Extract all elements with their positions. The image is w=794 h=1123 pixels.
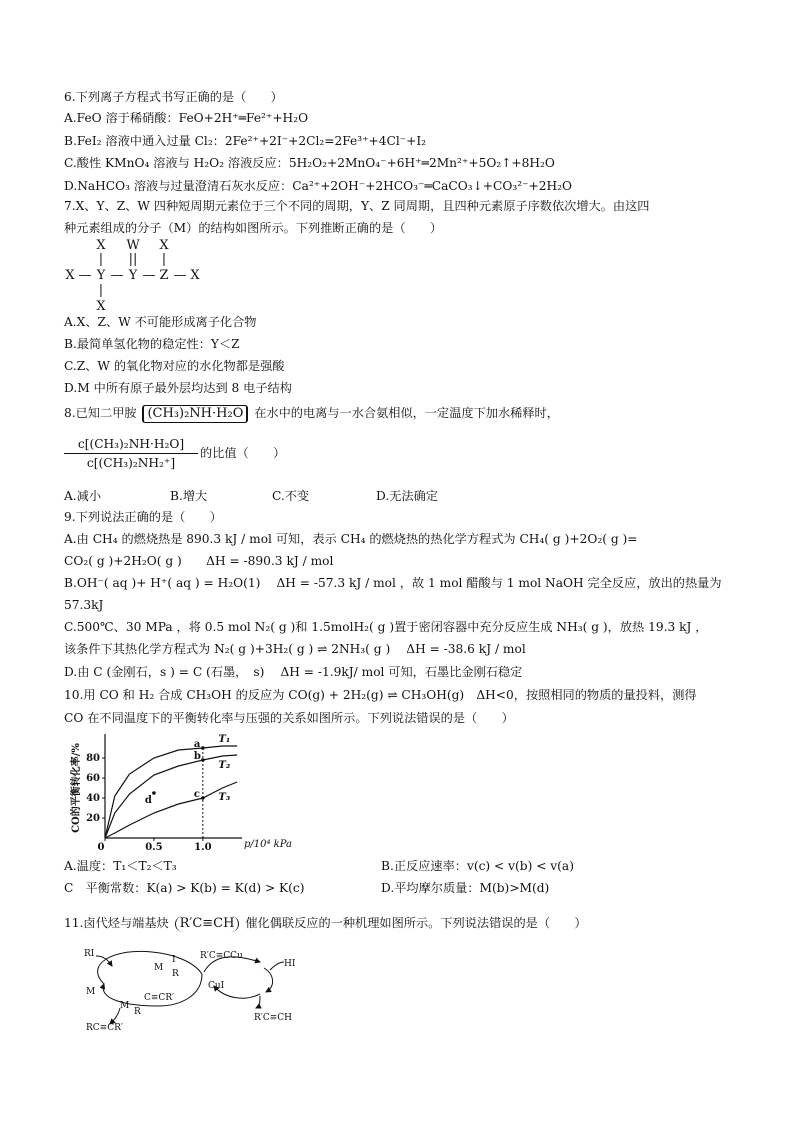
chart-series-line-2 <box>105 755 237 838</box>
struct-bond-4: — <box>173 268 187 283</box>
chart-series-label-3: T₃ <box>218 792 231 803</box>
q8-stem <box>64 405 559 423</box>
q10-option-d: D.平均摩尔质量：M(b)>M(d) <box>381 881 550 895</box>
struct-double-bond: || <box>128 252 138 267</box>
chart-point-label-b: b <box>193 751 201 762</box>
struct-bond-3: — <box>142 268 156 283</box>
struct-bond-1: — <box>78 268 92 283</box>
q10-option-a: A.温度：T₁＜T₂＜T₃ <box>64 859 177 873</box>
struct-bond-top-left: | <box>98 252 104 267</box>
q10-option-b: B.正反应速率：v(c) < v(b) < v(a) <box>381 859 574 873</box>
q9-option-a-line1: A.由 CH₄ 的燃烧热是 890.3 kJ / mol 可知，表示 CH₄ 的燃烧热的热化学方程式为 CH₄( g )+2O₂( g )= <box>64 532 638 546</box>
q8-option-d: D.无法确定 <box>376 489 438 503</box>
chart-xtick-label: 0.5 <box>145 842 163 853</box>
chart-series-label-2: T₂ <box>218 760 231 771</box>
q10-stem-line1: 10.用 CO 和 H₂ 合成 CH₃OH 的反应为 CO(g) + 2H₂(g) ⇌ CH₃OH(g) ΔH<0，按照相同的物质的量投料，测得 <box>64 688 697 702</box>
chart-point-a <box>201 746 205 750</box>
q8-option-c: C.不变 <box>272 489 310 503</box>
q10-option-c: C 平衡常数：K(a) > K(b) = K(d) > K(c) <box>64 881 305 895</box>
mech-i: I <box>172 955 176 965</box>
q8-fraction <box>64 436 198 471</box>
chart-ytick-label: 20 <box>86 813 100 824</box>
q8-ratio-text: 的比值（ ） <box>200 446 286 460</box>
q7-option-b: B.最简单氢化物的稳定性：Y＜Z <box>64 337 240 351</box>
chart-point-label-c: c <box>193 789 200 800</box>
q9-option-a-line2: CO₂( g )+2H₂O( g ) ΔH = -890.3 kJ / mol <box>64 554 334 568</box>
q6-option-d: D.NaHCO₃ 溶液与过量澄清石灰水反应：Ca²⁺+2OH⁻+2HCO₃⁻═CaCO₃↓+CO₃²⁻+2H₂O <box>64 179 572 193</box>
struct-row-y2: Y <box>128 268 138 283</box>
struct-bottom-x: X <box>96 299 106 314</box>
q8-denominator: c[(CH₃)₂NH₂⁺] <box>86 456 176 470</box>
q6-option-a: A.FeO 溶于稀硝酸：FeO+2H⁺═Fe²⁺+H₂O <box>64 111 309 125</box>
chart-ytick-label: 60 <box>86 773 100 784</box>
q7-stem-line2: 种元素组成的分子（M）的结构如图所示。下列推断正确的是（ ） <box>64 221 443 235</box>
mech-m-ccr: M <box>120 1001 130 1011</box>
q11-formula: R′C≡CH <box>175 916 240 932</box>
q7-option-a: A.X、Z、W 不可能形成离子化合物 <box>64 315 257 329</box>
struct-top-x1: X <box>96 238 106 253</box>
q11-stem-pre: 11.卤代烃与端基炔 <box>64 916 169 930</box>
q6-stem: 6.下列离子方程式书写正确的是（ ） <box>64 90 283 104</box>
chart-ylabel: CO的平衡转化率/% <box>71 743 82 833</box>
struct-bond-2: — <box>110 268 124 283</box>
q10-stem-line2: CO 在不同温度下的平衡转化率与压强的关系如图所示。下列说法错误的是（ ） <box>64 711 514 725</box>
q9-option-d: D.由 C (金刚石，s ) = C (石墨， s) ΔH = -1.9kJ/ mol 可知，石墨比金刚石稳定 <box>64 665 523 679</box>
chart-series-label-1: T₁ <box>218 734 231 745</box>
chart-xtick-label: 0 <box>97 842 105 853</box>
mech-rcch: R′C≡CH <box>254 1013 292 1023</box>
struct-top-x2: X <box>159 238 169 253</box>
q6-option-b: B.FeI₂ 溶液中通入过量 Cl₂：2Fe²⁺+2I⁻+2Cl₂=2Fe³⁺+4Cl⁻+I₂ <box>64 134 427 148</box>
mech-m-i: M <box>154 963 164 973</box>
mech-r2: R <box>134 1007 141 1017</box>
chart-point-d <box>152 791 156 795</box>
q11-mechanism-diagram <box>84 944 324 1036</box>
q7-option-c: C.Z、W 的氧化物对应的水化物都是强酸 <box>64 359 285 373</box>
q8-numerator: c[(CH₃)₂NH·H₂O] <box>77 437 185 451</box>
chart-series-line-1 <box>105 746 237 838</box>
q7-structure-diagram <box>60 236 220 314</box>
q9-option-c-line1: C.500℃、30 MPa ，将 0.5 mol N₂( g )和 1.5molH₂( g )置于密闭容器中充分反应生成 NH₃( g )，放热 19.3 kJ ， <box>64 620 708 634</box>
mech-cui: CuI <box>208 981 225 991</box>
chart-point-label-d: d <box>144 795 152 806</box>
q6-option-c: C.酸性 KMnO₄ 溶液与 H₂O₂ 溶液反应：5H₂O₂+2MnO₄⁻+6H⁺═2Mn²⁺+5O₂↑+8H₂O <box>64 156 555 170</box>
q8-option-b: B.增大 <box>170 489 208 503</box>
mech-ccr: C≡CR′ <box>144 993 175 1003</box>
q11-stem-post: 催化偶联反应的一种机理如图所示。下列说法错误的是（ ） <box>245 916 587 930</box>
struct-top-w: W <box>126 238 140 253</box>
chart-xtick-label: 1.0 <box>194 842 212 853</box>
q8-stem-post: 在水中的电离与一水合氨相似，一定温度下加水稀释时， <box>254 406 559 420</box>
q7-stem-line1: 7.X、Y、Z、W 四种短周期元素位于三个不同的周期，Y、Z 同周期，且四种元素原子序数依次增大。由这四 <box>64 199 650 213</box>
q11-stem <box>64 915 587 932</box>
struct-row-z: Z <box>159 268 169 283</box>
struct-bond-top-right: | <box>161 252 167 267</box>
chart-point-c <box>201 796 205 800</box>
chart-point-b <box>201 758 205 762</box>
q8-stem-pre: 8.已知二甲胺 <box>64 406 137 420</box>
q9-option-c-line2: 该条件下其热化学方程式为 N₂( g )+3H₂( g ) ⇌ 2NH₃( g ) ΔH = -38.6 kJ / mol <box>64 642 526 656</box>
q10-chart <box>62 726 292 856</box>
struct-bond-bottom: | <box>98 283 104 298</box>
mech-m: M <box>86 987 96 997</box>
q7-option-d: D.M 中所有原子最外层均达到 8 电子结构 <box>64 381 292 395</box>
struct-row-y1: Y <box>96 268 106 283</box>
mech-rccr: RC≡CR′ <box>86 1023 123 1033</box>
struct-row-x-right: X <box>190 268 200 283</box>
mech-ri: RI <box>84 949 95 959</box>
q9-option-b-line2: 57.3kJ <box>64 598 104 612</box>
chart-xlabel: p/10⁴ kPa <box>244 839 292 850</box>
chart-ytick-label: 40 <box>86 793 100 804</box>
q9-option-b-line1: B.OH⁻( aq )+ H⁺( aq ) = H₂O(1) ΔH = -57.3 kJ / mol ，故 1 mol 醋酸与 1 mol NaOH 完全反应，放出的热量为 <box>64 576 722 590</box>
mech-cycle-left <box>98 951 202 984</box>
q9-stem: 9.下列说法正确的是（ ） <box>64 510 222 524</box>
mech-rccu: R′C≡CCu <box>200 951 243 961</box>
struct-row-x-left: X <box>65 268 75 283</box>
mech-hi: HI <box>284 959 296 969</box>
chart-series-line-3 <box>105 782 237 838</box>
q8-option-a: A.减小 <box>64 489 102 503</box>
mech-r: R <box>172 969 179 979</box>
q8-formula: (CH₃)₂NH·H₂O <box>142 405 248 423</box>
chart-point-label-a: a <box>193 739 201 750</box>
chart-ytick-label: 80 <box>86 753 100 764</box>
